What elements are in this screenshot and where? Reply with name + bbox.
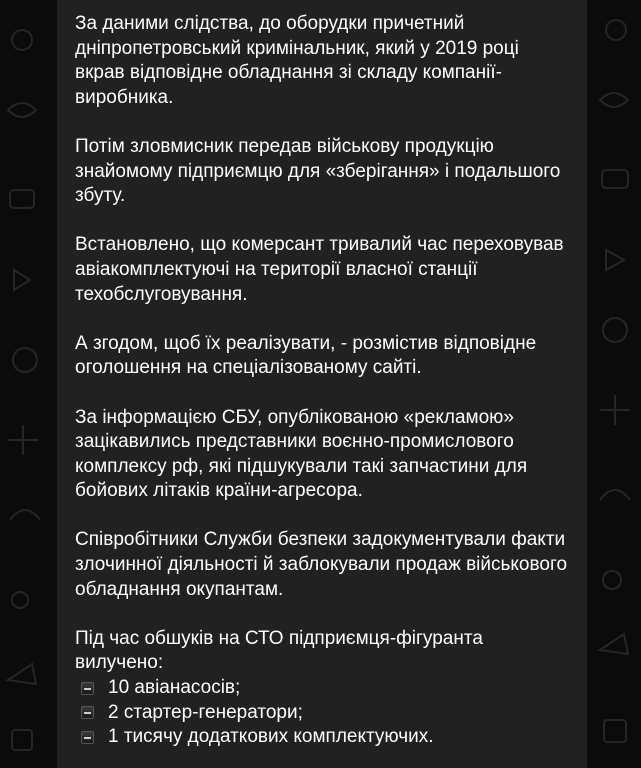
list-item: [75, 701, 569, 726]
message-paragraph: За даними слідства, до оборудки причетний дніпропетровський кримінальник, який у 2019 році вкрав відповідне обладнання зі складу компанії-виробника.: [75, 13, 519, 108]
list-item: [75, 676, 569, 701]
message-paragraph: За інформацією СБУ, опублікованою «рекламою» зацікавились представники воєнно-промислового комплексу рф, які підшукували такі запчастини для бойових літаків країни-агресора.: [75, 406, 528, 502]
list-intro: Під час обшуків на СТО підприємця-фігуранта вилучено:: [75, 627, 483, 674]
black-square-button-icon: [81, 731, 94, 744]
message-paragraph: А згодом, щоб їх реалізувати, - розмістив відповідне оголошення на спеціалізованому сайті.: [75, 332, 537, 379]
message-bubble: [57, 0, 587, 768]
list-item: [75, 725, 569, 750]
black-square-button-icon: [81, 682, 94, 695]
message-paragraph: Співробітники Служби безпеки задокументували факти злочинної діяльності й заблокували продаж військового обладнання окупантам.: [75, 529, 568, 600]
message-paragraph: Встановлено, що комерсант тривалий час переховував авіакомплектуючі на території власної станції техобслуговування.: [75, 234, 564, 305]
seized-items-list: [75, 676, 569, 750]
message-paragraph: Потім зловмисник передав військову продукцію знайомому підприємцю для «зберігання» і подальшого збуту.: [75, 135, 561, 207]
list-item-text: 2 стартер-генератори;: [108, 701, 303, 723]
black-square-button-icon: [81, 706, 94, 719]
list-item-text: 10 авіанасосів;: [108, 677, 241, 699]
list-item-text: 1 тисячу додаткових комплектуючих.: [108, 726, 434, 748]
